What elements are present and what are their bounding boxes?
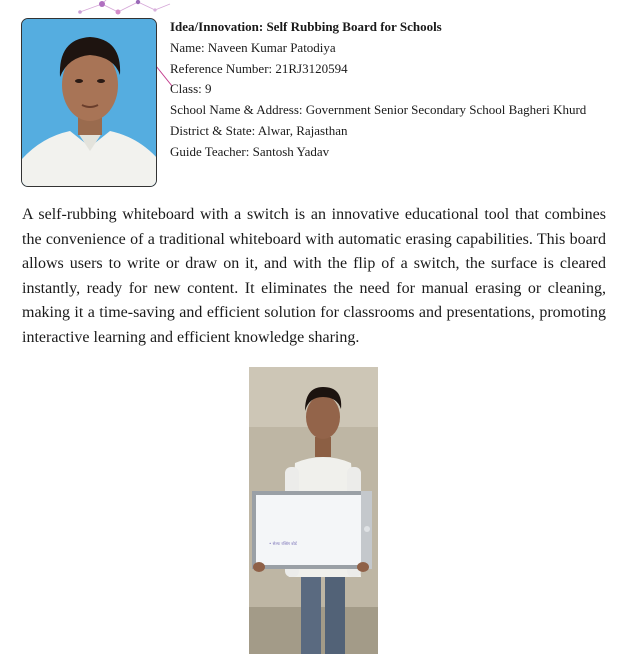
student-portrait-photo bbox=[21, 18, 157, 187]
student-class: Class: 9 bbox=[170, 81, 212, 97]
idea-title: Idea/Innovation: Self Rubbing Board for Schools bbox=[170, 19, 442, 34]
guide-teacher: Guide Teacher: Santosh Yadav bbox=[170, 143, 330, 159]
portrait-illustration bbox=[22, 19, 157, 187]
whiteboard-text: • सेल्फ रब्बिंग बोर्ड bbox=[269, 541, 297, 546]
reference-number: Reference Number: 21RJ3120594 bbox=[170, 60, 348, 76]
project-photo bbox=[249, 367, 378, 654]
district-state: District & State: Alwar, Rajasthan bbox=[170, 122, 348, 138]
student-info-block bbox=[170, 17, 620, 163]
project-photo-illustration bbox=[249, 367, 378, 654]
student-name: Name: Naveen Kumar Patodiya bbox=[170, 39, 336, 55]
school-name-address: School Name & Address: Government Senior Secondary School Bagheri Khurd bbox=[170, 102, 587, 118]
innovation-description: A self-rubbing whiteboard with a switch is an innovative educational tool that combines the convenience of a traditional whiteboard with automatic erasing capabilities. This board allows users to write or draw on it, and with the flip of a switch, the surface is cleared instantly, ready for new content. It eliminates the need for manual erasing or cleaning, making it a time-saving and efficient solution for classrooms and presentations, promoting interactive learning and efficient knowledge sharing. bbox=[22, 206, 606, 346]
